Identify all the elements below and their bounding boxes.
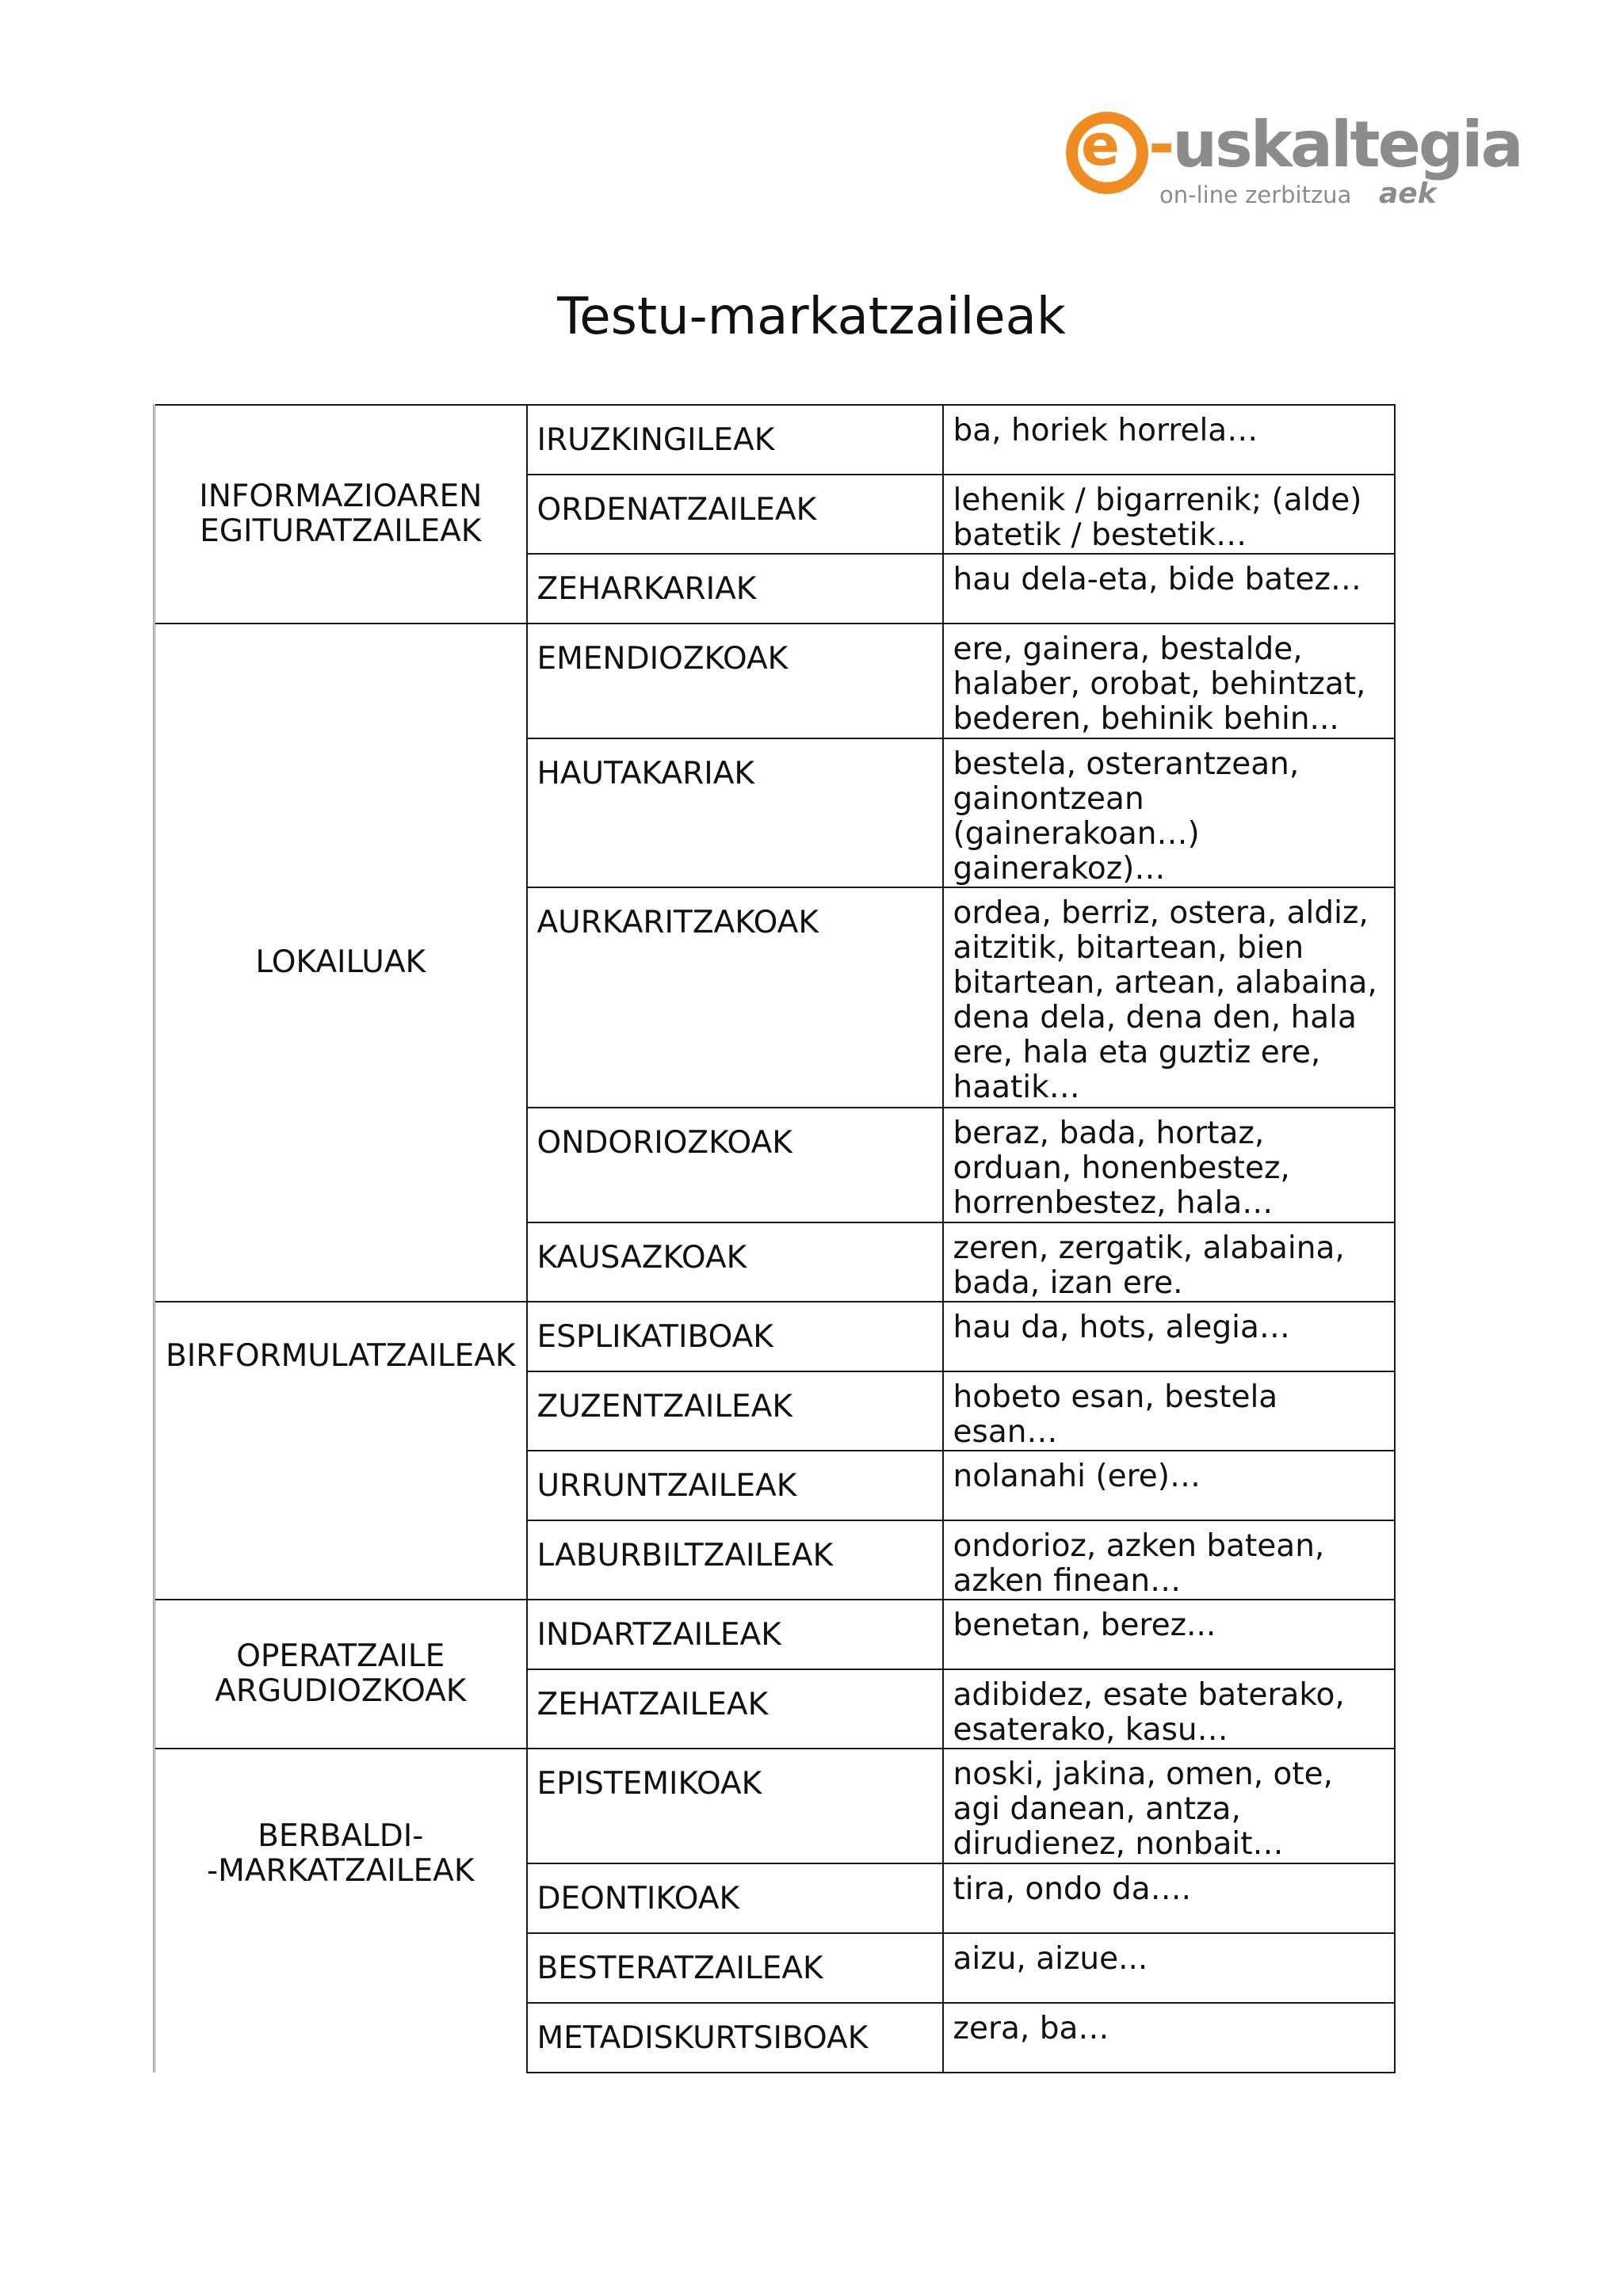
marker-examples-cell: ba, horiek horrela… xyxy=(943,405,1395,475)
table-row xyxy=(155,1749,1395,1863)
marker-type-cell: ZEHARKARIAK xyxy=(527,554,943,624)
logo-subtitle: on-line zerbitzua xyxy=(1159,181,1352,208)
table-row xyxy=(155,624,1395,738)
logo-org: aek xyxy=(1379,177,1437,210)
marker-examples-cell: hau da, hots, alegia… xyxy=(943,1302,1395,1371)
text-markers-table xyxy=(153,404,1396,2073)
marker-examples-cell: beraz, bada, hortaz, orduan, honenbestez, horrenbestez, hala… xyxy=(943,1108,1395,1222)
marker-examples-cell: lehenik / bigarrenik; (alde) batetik / bestetik… xyxy=(943,475,1395,554)
marker-type-cell: ZUZENTZAILEAK xyxy=(527,1371,943,1451)
marker-examples-cell: benetan, berez... xyxy=(943,1600,1395,1669)
marker-examples-cell: adibidez, esate baterako, esaterako, kasu… xyxy=(943,1669,1395,1749)
logo-e-letter: e xyxy=(1081,112,1120,178)
marker-type-cell: INDARTZAILEAK xyxy=(527,1600,943,1669)
marker-type-cell: URRUNTZAILEAK xyxy=(527,1451,943,1520)
group-name-cell: INFORMAZIOAREN EGITURATZAILEAK xyxy=(155,405,527,624)
marker-examples-cell: ondorioz, azken batean, azken finean… xyxy=(943,1520,1395,1600)
marker-examples-cell: hobeto esan, bestela esan… xyxy=(943,1371,1395,1451)
marker-examples-cell: zeren, zergatik, alabaina, bada, izan ere. xyxy=(943,1222,1395,1302)
marker-examples-cell: hau dela-eta, bide batez… xyxy=(943,554,1395,624)
table-row xyxy=(155,405,1395,475)
marker-examples-cell: aizu, aizue... xyxy=(943,1933,1395,2003)
table-row xyxy=(155,1302,1395,1371)
group-name-cell: OPERATZAILE ARGUDIOZKOAK xyxy=(155,1600,527,1749)
logo-brand-name: uskaltegia xyxy=(1172,108,1522,181)
marker-type-cell: ONDORIOZKOAK xyxy=(527,1108,943,1222)
logo-dash: - xyxy=(1148,108,1173,181)
marker-examples-cell: nolanahi (ere)… xyxy=(943,1451,1395,1520)
marker-type-cell: ORDENATZAILEAK xyxy=(527,475,943,554)
table-row xyxy=(155,1600,1395,1669)
marker-type-cell: AURKARITZAKOAK xyxy=(527,887,943,1108)
page-title: Testu-markatzaileak xyxy=(557,288,1066,346)
marker-examples-cell: bestela, osterantzean, gainontzean (gainerakoan…) gainerakoz)… xyxy=(943,738,1395,887)
marker-examples-cell: ordea, berriz, ostera, aldiz, aitzitik, bitartean, bien bitartean, artean, alabaina, dena dela, dena den, hala ere, hala eta guztiz ere, haatik… xyxy=(943,887,1395,1108)
group-name-cell: BIRFORMULATZAILEAK xyxy=(155,1302,527,1600)
marker-type-cell: LABURBILTZAILEAK xyxy=(527,1520,943,1600)
marker-type-cell: METADISKURTSIBOAK xyxy=(527,2003,943,2073)
marker-type-cell: EPISTEMIKOAK xyxy=(527,1749,943,1863)
marker-type-cell: HAUTAKARIAK xyxy=(527,738,943,887)
marker-type-cell: IRUZKINGILEAK xyxy=(527,405,943,475)
e-uskaltegia-logo xyxy=(1066,107,1522,218)
group-name-cell: BERBALDI- -MARKATZAILEAK xyxy=(155,1749,527,2073)
marker-type-cell: ZEHATZAILEAK xyxy=(527,1669,943,1749)
marker-type-cell: KAUSAZKOAK xyxy=(527,1222,943,1302)
marker-examples-cell: noski, jakina, omen, ote, agi danean, antza, dirudienez, nonbait… xyxy=(943,1749,1395,1863)
marker-examples-cell: zera, ba… xyxy=(943,2003,1395,2073)
group-name-cell: LOKAILUAK xyxy=(155,624,527,1302)
marker-type-cell: BESTERATZAILEAK xyxy=(527,1933,943,2003)
marker-examples-cell: tira, ondo da…. xyxy=(943,1863,1395,1933)
marker-type-cell: ESPLIKATIBOAK xyxy=(527,1302,943,1371)
marker-type-cell: DEONTIKOAK xyxy=(527,1863,943,1933)
marker-examples-cell: ere, gainera, bestalde, halaber, orobat, behintzat, bederen, behinik behin... xyxy=(943,624,1395,738)
marker-type-cell: EMENDIOZKOAK xyxy=(527,624,943,738)
logo-wordmark xyxy=(1148,107,1522,183)
